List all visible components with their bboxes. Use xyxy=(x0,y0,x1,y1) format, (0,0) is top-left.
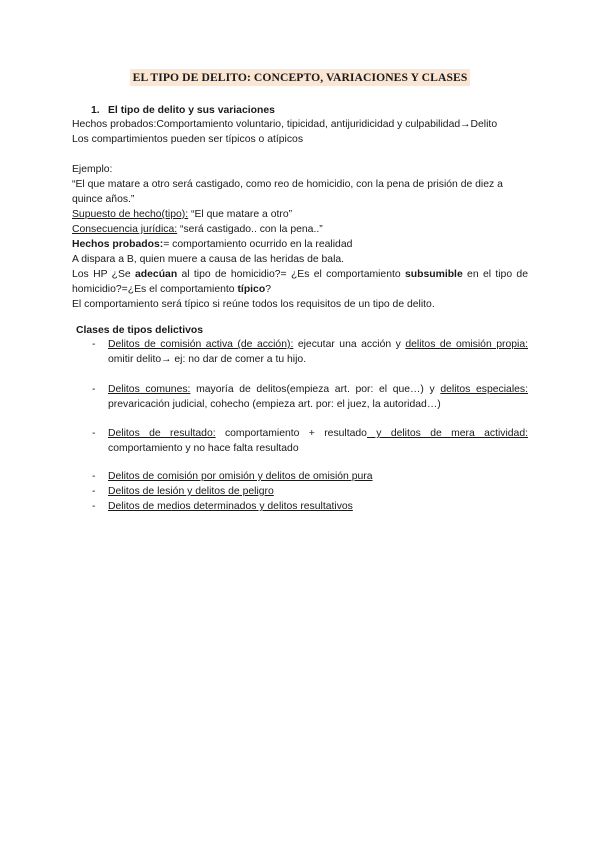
item3-term-2: y delitos de mera actividad: xyxy=(366,428,528,439)
consecuencia-text: “será castigado.. con la pena..” xyxy=(177,224,323,235)
question-part-1: Los HP ¿Se xyxy=(72,269,136,280)
supuesto-line xyxy=(72,207,528,222)
list-item-text xyxy=(108,499,528,514)
list-item xyxy=(92,337,528,367)
item2-term-2: delitos especiales: xyxy=(440,384,528,395)
item1-term-1: Delitos de comisión activa (de acción): xyxy=(108,339,294,350)
item4-term: Delitos de comisión por omisión y delitos de omisión pura xyxy=(108,471,373,482)
supuesto-text: “El que matare a otro” xyxy=(188,209,293,220)
section-heading-text: El tipo de delito y sus variaciones xyxy=(108,105,275,116)
question-bold-subsumible: subsumible xyxy=(404,269,463,280)
list-dash: - xyxy=(92,501,96,512)
section-heading xyxy=(91,103,275,118)
dispara-line: A dispara a B, quien muere a causa de las heridas de bala. xyxy=(72,254,345,265)
list-dash: - xyxy=(92,471,96,482)
list-item-text xyxy=(108,484,528,499)
item5-term: Delitos de lesión y delitos de peligro xyxy=(108,486,274,497)
question-part-3: en el tipo de homicidio?=¿Es el comportamiento xyxy=(72,269,528,295)
list-item xyxy=(92,426,528,456)
list-dash: - xyxy=(92,384,96,395)
conclusion-line: El comportamiento será típico si reúne todos los requisitos de un tipo de delito. xyxy=(72,299,435,310)
consecuencia-label: Consecuencia jurídica: xyxy=(72,224,178,235)
list-item-text xyxy=(108,426,528,456)
section-number: 1. xyxy=(91,105,100,116)
example-label: Ejemplo: xyxy=(72,164,113,175)
list-item xyxy=(92,499,528,514)
question-part-2: al tipo de homicidio?= ¿Es el comportamiento xyxy=(177,269,405,280)
item1-text-1: ejecutar una acción y xyxy=(293,339,406,350)
item3-term-1: Delitos de resultado: xyxy=(108,428,216,439)
example-block xyxy=(72,162,528,312)
list-item-text xyxy=(108,469,528,484)
item2-term-1: Delitos comunes: xyxy=(108,384,191,395)
hechos-probados-line xyxy=(72,237,528,252)
question-part-4: ? xyxy=(265,284,271,295)
question-line xyxy=(72,267,528,297)
list-dash: - xyxy=(92,486,96,497)
question-bold-tipico: típico xyxy=(237,284,266,295)
item2-text-2: prevaricación judicial, cohecho (empieza art. por: el juez, la autoridad…) xyxy=(108,399,441,410)
list-item xyxy=(92,484,528,499)
list-item xyxy=(92,469,528,484)
intro-line-2: Los compartimientos pueden ser típicos o atípicos xyxy=(72,134,304,145)
item1-term-2: delitos de omisión propia: xyxy=(405,339,529,350)
supuesto-label: Supuesto de hecho(tipo): xyxy=(72,209,189,220)
item3-text-2: comportamiento y no hace falta resultado xyxy=(108,443,299,454)
list-item-text xyxy=(108,337,528,367)
intro-line-1: Hechos probados:Comportamiento voluntario, tipicidad, antijuridicidad y culpabilidad→Delito xyxy=(72,119,498,130)
title-wrap xyxy=(0,69,600,86)
hechos-probados-text: = comportamiento ocurrido en la realidad xyxy=(163,239,353,250)
item2-text-1: mayoría de delitos(empieza art. por: el que…) y xyxy=(190,384,441,395)
hechos-probados-label: Hechos probados: xyxy=(72,239,164,250)
document-title: EL TIPO DE DELITO: CONCEPTO, VARIACIONES Y CLASES xyxy=(130,69,471,86)
consecuencia-line xyxy=(72,222,528,237)
example-quote: “El que matare a otro será castigado, como reo de homicidio, con la pena de prisión de diez a quince años.” xyxy=(72,179,503,205)
intro-block xyxy=(72,117,528,147)
list-dash: - xyxy=(92,428,96,439)
question-bold-adecuan: adecúan xyxy=(135,269,178,280)
item6-term: Delitos de medios determinados y delitos resultativos xyxy=(108,501,353,512)
list-dash: - xyxy=(92,339,96,350)
clases-heading: Clases de tipos delictivos xyxy=(76,325,204,336)
item1-text-2: omitir delito→ ej: no dar de comer a tu hijo. xyxy=(108,354,307,365)
list-item xyxy=(92,382,528,412)
item3-text-1: comportamiento + resultado xyxy=(215,428,367,439)
list-item-text xyxy=(108,382,528,412)
